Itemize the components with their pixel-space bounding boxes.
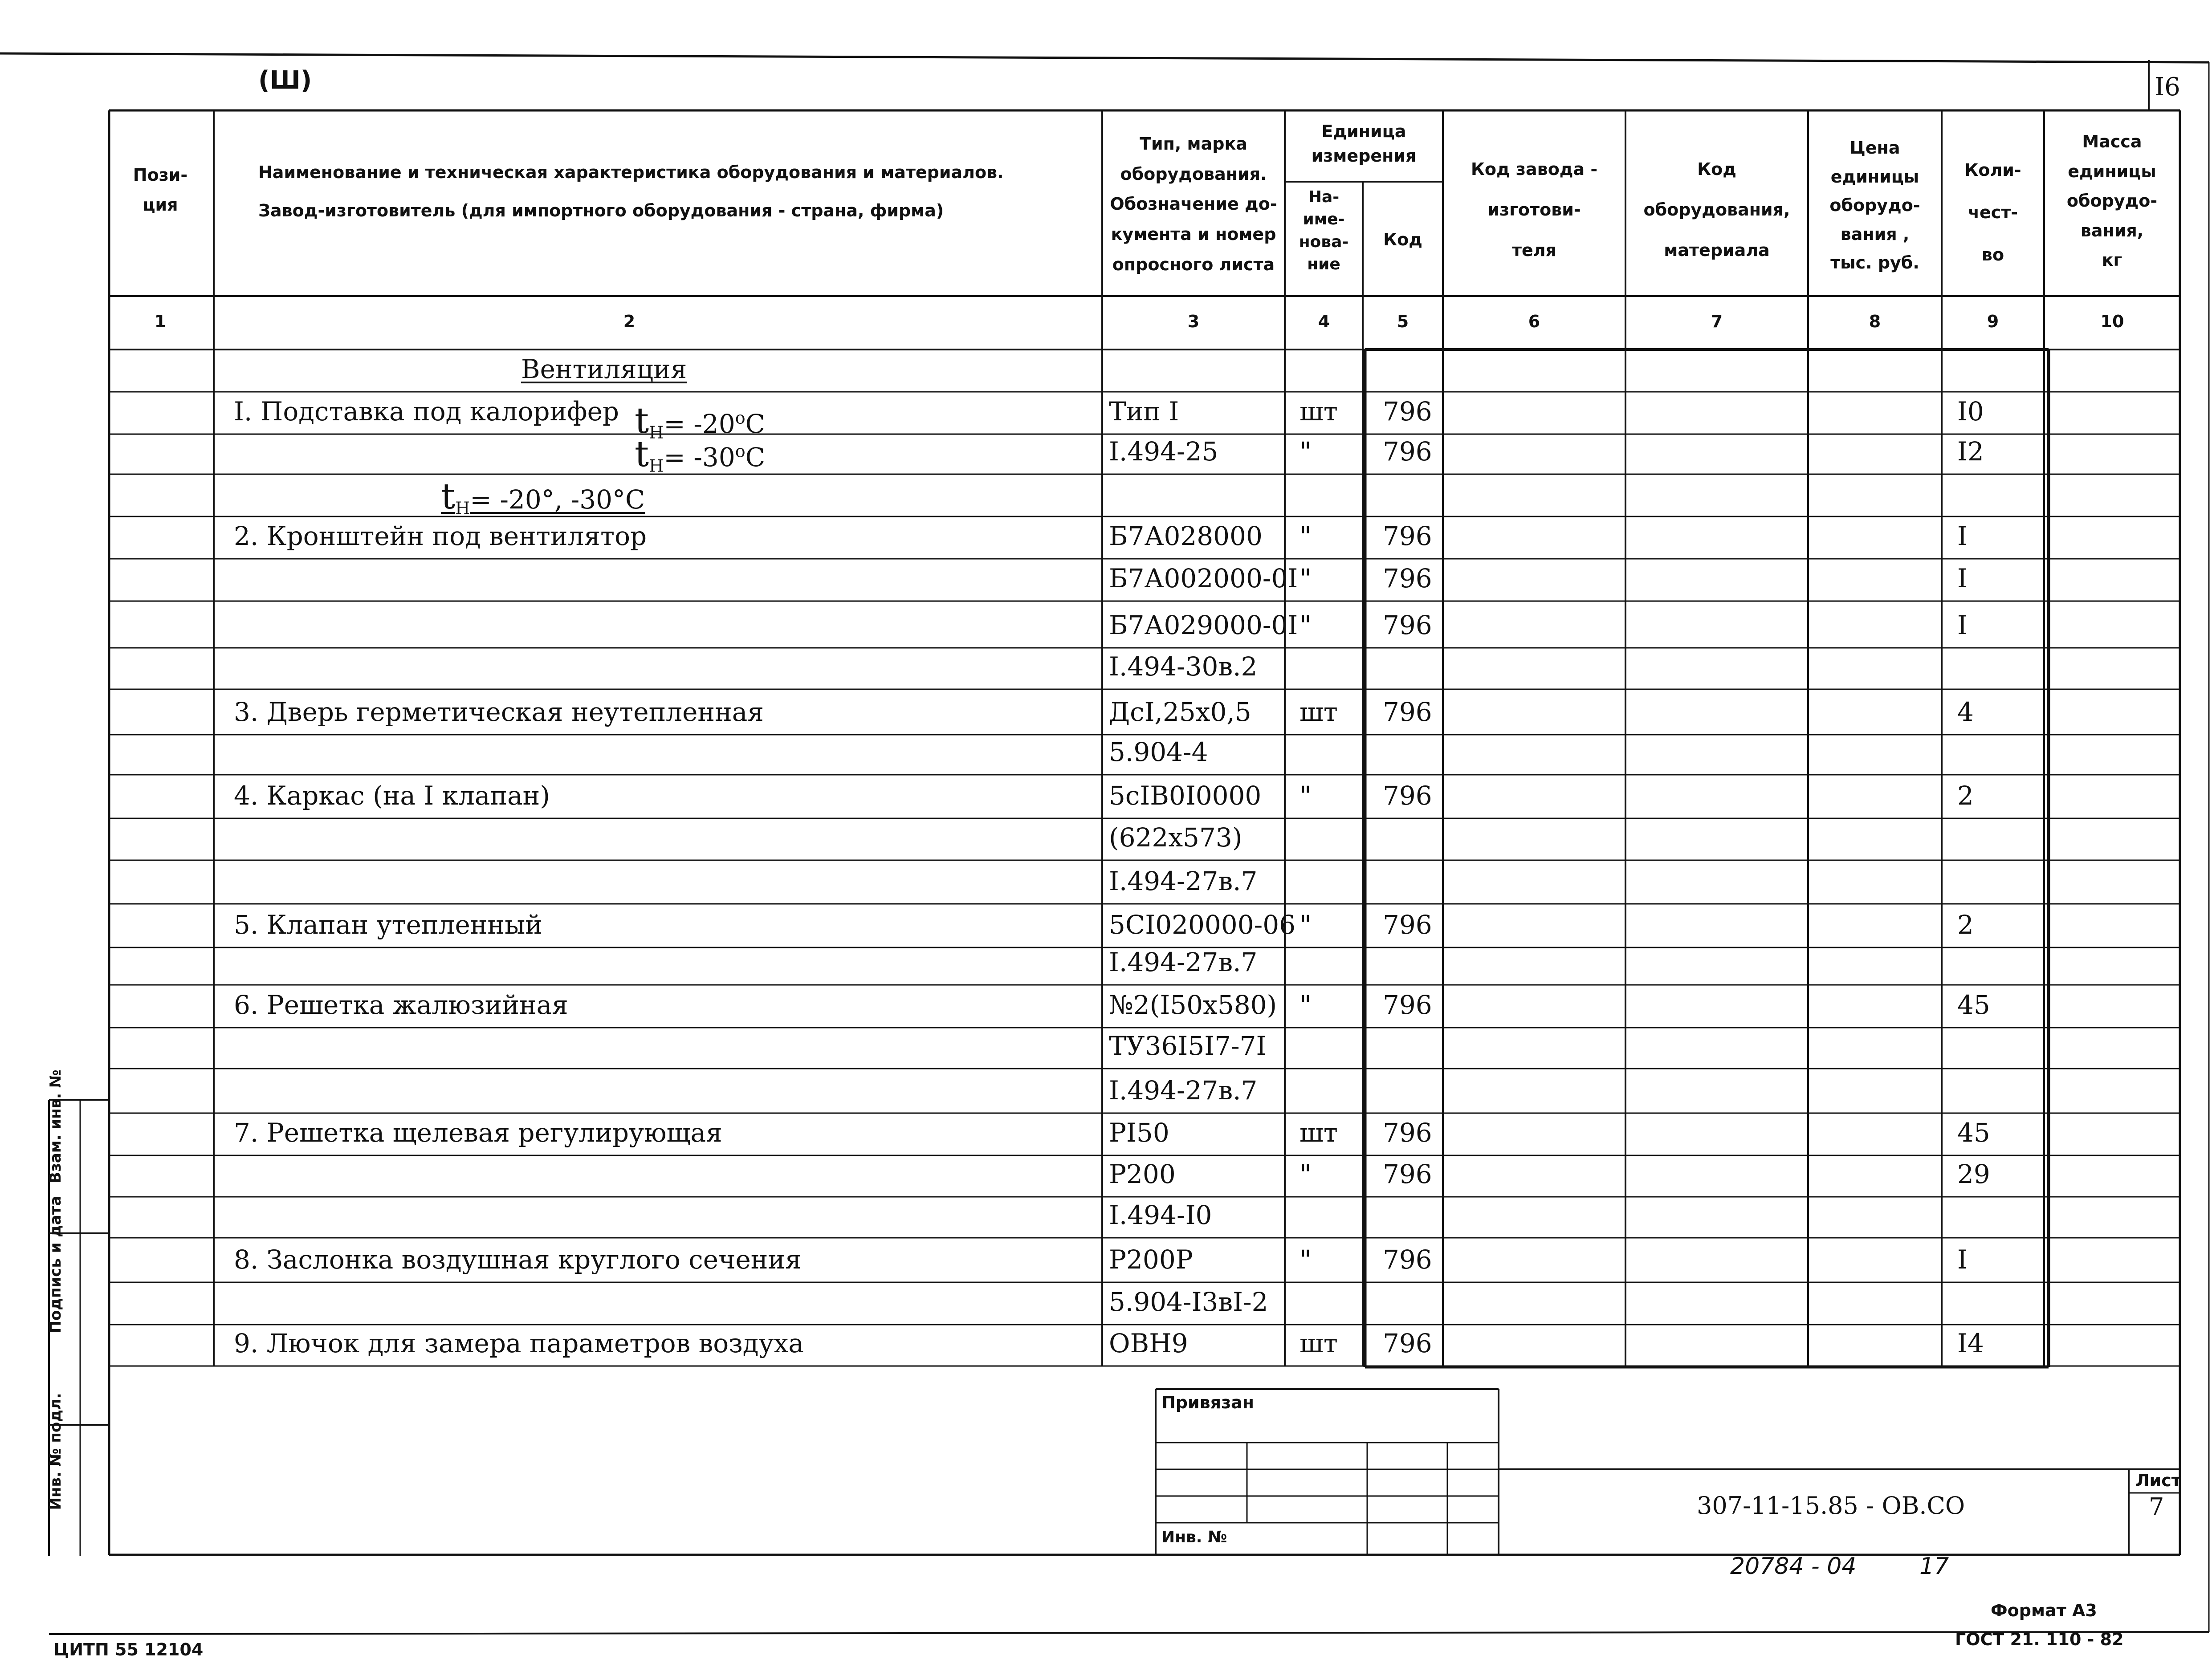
item-unit-code: 796 <box>1383 1244 1432 1275</box>
item-name: 2. Кронштейн под вентилятор <box>234 521 647 551</box>
item-type: I.494-27в.7 <box>1109 866 1258 896</box>
handwritten-number: 20784 - 04 <box>1730 1553 1857 1580</box>
item-type: Б7А002000-0I <box>1109 563 1298 594</box>
item-type: Б7А029000-0I <box>1109 610 1298 640</box>
temp-label-2: $t_Н= -30^oС$ <box>635 433 766 476</box>
item-unit: шт <box>1299 396 1338 427</box>
item-unit: " <box>1299 436 1312 467</box>
grid-line <box>0 53 2209 62</box>
item-unit-code: 796 <box>1383 1118 1432 1148</box>
item-quantity: I <box>1957 1244 1968 1275</box>
item-unit-code: 796 <box>1383 396 1432 427</box>
item-unit-code: 796 <box>1383 990 1432 1020</box>
side-label-inv-original: Инв. № подл. <box>47 1393 65 1510</box>
item-type: I.494-I0 <box>1109 1200 1212 1230</box>
document-code: 307-11-15.85 - ОВ.СО <box>1697 1492 1965 1520</box>
column-number: 9 <box>1987 312 1999 331</box>
item-name: 6. Решетка жалюзийная <box>234 990 568 1020</box>
item-type: Б7А028000 <box>1109 521 1263 551</box>
header-position: Пози- ция <box>133 165 188 215</box>
item-type: I.494-27в.7 <box>1109 947 1258 977</box>
header-price: Цена единицы оборудо- вания , тыс. руб. <box>1829 138 1920 273</box>
item-unit-code: 796 <box>1383 436 1432 467</box>
section-mark: (Ш) <box>258 66 312 95</box>
item-unit: шт <box>1299 1328 1338 1358</box>
gost-label: ГОСТ 21. 110 - 82 <box>1955 1630 2124 1649</box>
item-quantity: 2 <box>1957 781 1974 811</box>
item-type: Тип I <box>1109 396 1179 427</box>
item-type: 5.904-4 <box>1109 737 1208 767</box>
column-number: 3 <box>1187 312 1200 331</box>
item-unit-code: 796 <box>1383 1328 1432 1358</box>
item-quantity: I2 <box>1957 436 1984 467</box>
item-unit-code: 796 <box>1383 563 1432 594</box>
header-name: Наименование и техническая характеристика оборудования и материалов. Завод-изготовитель (для импортного оборудования - страна, фирма) <box>258 163 1004 220</box>
item-unit: шт <box>1299 1118 1338 1148</box>
item-unit: шт <box>1299 697 1338 727</box>
item-unit-code: 796 <box>1383 781 1432 811</box>
stamp-attached: Привязан <box>1161 1393 1255 1412</box>
item-unit: " <box>1299 521 1312 551</box>
item-name: Вентиляция <box>521 354 687 384</box>
item-quantity: I <box>1957 521 1968 551</box>
item-unit: " <box>1299 610 1312 640</box>
item-type: ОВН9 <box>1109 1328 1188 1358</box>
item-type: 5.904-I3вI-2 <box>1109 1287 1268 1317</box>
item-quantity: 45 <box>1957 990 1990 1020</box>
header-unit-code: Код <box>1383 230 1422 249</box>
item-name: I. Подставка под калорифер <box>234 396 619 427</box>
stamp-inv-no: Инв. № <box>1161 1528 1227 1546</box>
item-quantity: I0 <box>1957 396 1984 427</box>
column-number: 6 <box>1528 312 1540 331</box>
sheet-label: Лист <box>2135 1471 2181 1490</box>
item-unit: " <box>1299 910 1312 940</box>
item-type: I.494-27в.7 <box>1109 1075 1258 1106</box>
header-factory-code: Код завода - изготови- теля <box>1471 159 1598 260</box>
column-number: 8 <box>1869 312 1881 331</box>
handwritten-page: 17 <box>1919 1553 1949 1580</box>
item-quantity: 2 <box>1957 910 1974 940</box>
format-label: Формат А3 <box>1991 1601 2097 1620</box>
item-type: РI50 <box>1109 1118 1169 1148</box>
item-name: 5. Клапан утепленный <box>234 910 542 940</box>
sheet-number: 7 <box>2149 1493 2164 1521</box>
side-label-signature-date: Подпись и дата <box>47 1195 65 1334</box>
item-type: ДсI,25х0,5 <box>1109 697 1251 727</box>
item-unit: " <box>1299 781 1312 811</box>
item-unit: " <box>1299 990 1312 1020</box>
temp-label-1: $t_Н= -20^oС$ <box>635 400 766 443</box>
column-number: 2 <box>623 312 635 331</box>
item-quantity: I4 <box>1957 1328 1984 1358</box>
item-type: I.494-30в.2 <box>1109 651 1258 682</box>
item-name: 7. Решетка щелевая регулирующая <box>234 1118 722 1148</box>
item-name: 8. Заслонка воздушная круглого сечения <box>234 1244 802 1275</box>
item-type: ТУ36I5I7-7I <box>1109 1031 1267 1061</box>
item-type: 5сIВ0I0000 <box>1109 781 1262 811</box>
item-type: I.494-25 <box>1109 436 1218 467</box>
item-type: Р200 <box>1109 1159 1176 1189</box>
header-quantity: Коли- чест- во <box>1964 160 2021 264</box>
item-unit-code: 796 <box>1383 910 1432 940</box>
item-quantity: 45 <box>1957 1118 1990 1148</box>
header-unit-group: Единица измерения <box>1311 122 1417 166</box>
item-unit-code: 796 <box>1383 697 1432 727</box>
item-unit: " <box>1299 1244 1312 1275</box>
item-quantity: 4 <box>1957 697 1974 727</box>
header-unit-name: На- име- нова- ние <box>1299 188 1349 274</box>
org-code: ЦИТП 55 12104 <box>53 1640 204 1659</box>
item-unit: " <box>1299 1159 1312 1189</box>
item-type: №2(I50х580) <box>1109 990 1277 1020</box>
column-number: 1 <box>154 312 167 331</box>
header-type: Тип, марка оборудования. Обозначение до- кумента и номер опросного листа <box>1110 134 1277 274</box>
item-quantity: I <box>1957 563 1968 594</box>
sheet-top-number: I6 <box>2155 73 2180 102</box>
header-mass: Масса единицы оборудо- вания, кг <box>2066 132 2158 270</box>
item-type: (622х573) <box>1109 822 1242 853</box>
column-number: 5 <box>1397 312 1409 331</box>
item-unit: " <box>1299 563 1312 594</box>
item-unit-code: 796 <box>1383 521 1432 551</box>
header-equipment-code: Код оборудования, материала <box>1643 159 1790 260</box>
item-name: 9. Лючок для замера параметров воздуха <box>234 1328 804 1358</box>
side-label-replace-inv: Взам. инв. № <box>47 1069 65 1183</box>
item-quantity: I <box>1957 610 1968 640</box>
column-number: 7 <box>1711 312 1723 331</box>
column-number: 10 <box>2100 312 2124 331</box>
item-quantity: 29 <box>1957 1159 1990 1189</box>
item-name: 3. Дверь герметическая неутепленная <box>234 697 764 727</box>
item-unit-code: 796 <box>1383 1159 1432 1189</box>
item-name: 4. Каркас (на I клапан) <box>234 781 550 811</box>
grid-line <box>49 1632 2209 1634</box>
item-type: 5СI020000-06 <box>1109 910 1295 940</box>
column-number: 4 <box>1318 312 1330 331</box>
temp-label-combined: $t_Н= -20^\circ$, -30°С <box>441 476 645 518</box>
item-type: Р200Р <box>1109 1244 1193 1275</box>
item-unit-code: 796 <box>1383 610 1432 640</box>
